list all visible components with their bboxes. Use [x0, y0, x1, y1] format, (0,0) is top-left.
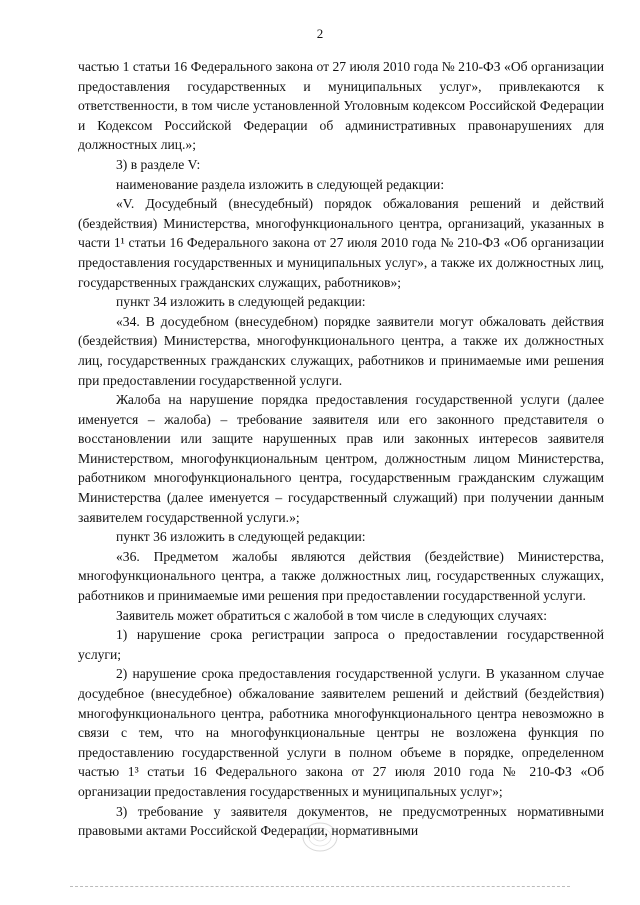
paragraph-2: 3) в разделе V: [116, 156, 201, 172]
paragraph-9: «36. Предметом жалобы являются действия (бездействие) Министерства, многофункционального центра, а также должностных лиц, государственных служащих, работников и принимаемые ими решения при предоставлении государственной услуги. [78, 548, 604, 604]
paragraph-7: Жалоба на нарушение порядка предоставления государственной услуги (далее именуется – жалоба) – требование заявителя или его законного представителя о восстановлении или защите нарушенных прав или законных интересов заявителя Министерством, многофункциональным центром, должностным лицом Министерства, работником многофункционального центра, государственным гражданским служащим Министерства (далее именуется – государственный служащий) при получении данным заявителем государственной услуги.»; [78, 392, 604, 525]
paragraph-3: наименование раздела изложить в следующей редакции: [116, 176, 445, 192]
footer-rule [70, 886, 570, 887]
document-body [78, 57, 604, 841]
paragraph-8: пункт 36 изложить в следующей редакции: [116, 529, 366, 545]
page-number: 2 [316, 26, 324, 41]
paragraph-13: 3) требование у заявителя документов, не предусмотренных нормативными правовыми актами Российской Федерации, нормативными [78, 803, 604, 839]
paragraph-11: 1) нарушение срока регистрации запроса о предоставлении государственной услуги; [78, 627, 604, 662]
seal-stamp-icon [300, 820, 340, 854]
paragraph-6: «34. В досудебном (внесудебном) порядке заявители могут обжаловать действия (бездействия) Министерства, многофункционального центра, а также их должностных лиц, государственных гражданских служащих, работников и принимаемые ими решения при предоставлении государственной услуги. [78, 313, 604, 388]
paragraph-1: частью 1 статьи 16 Федерального закона от 27 июля 2010 года № 210-ФЗ «Об организации предоставления государственных и муниципальных услуг», привлекаются к ответственности, в том числе установленной Уголовным кодексом Российской Федерации и Кодексом Российской Федерации об административных правонарушениях для должностных лиц.»; [78, 59, 604, 153]
paragraph-5: пункт 34 изложить в следующей редакции: [116, 294, 366, 310]
paragraph-4: «V. Досудебный (внесудебный) порядок обжалования решений и действий (бездействия) Министерства, многофункционального центра, организаций, указанных в части 1¹ статьи 16 Федерального закона от 27 июля 2010 года № 210-ФЗ «Об организации предоставления государственных и муниципальных услуг», а также их должностных лиц, государственных гражданских служащих, работников»; [78, 196, 604, 290]
paragraph-10: Заявитель может обратиться с жалобой в том числе в следующих случаях: [116, 607, 548, 623]
paragraph-12: 2) нарушение срока предоставления государственной услуги. В указанном случае досудебное (внесудебное) обжалование заявителем решений и действий (бездействия) многофункционального центра, работника многофункционального центра невозможно в связи с тем, что на многофункциональные центры не возложена функция по предоставлению государственной услуги в полном объеме в порядке, определенном частью 1³ статьи 16 Федерального закона от 27 июля 2010 года № 210-ФЗ «Об организации предоставления государственных и муниципальных услуг»; [78, 666, 604, 799]
